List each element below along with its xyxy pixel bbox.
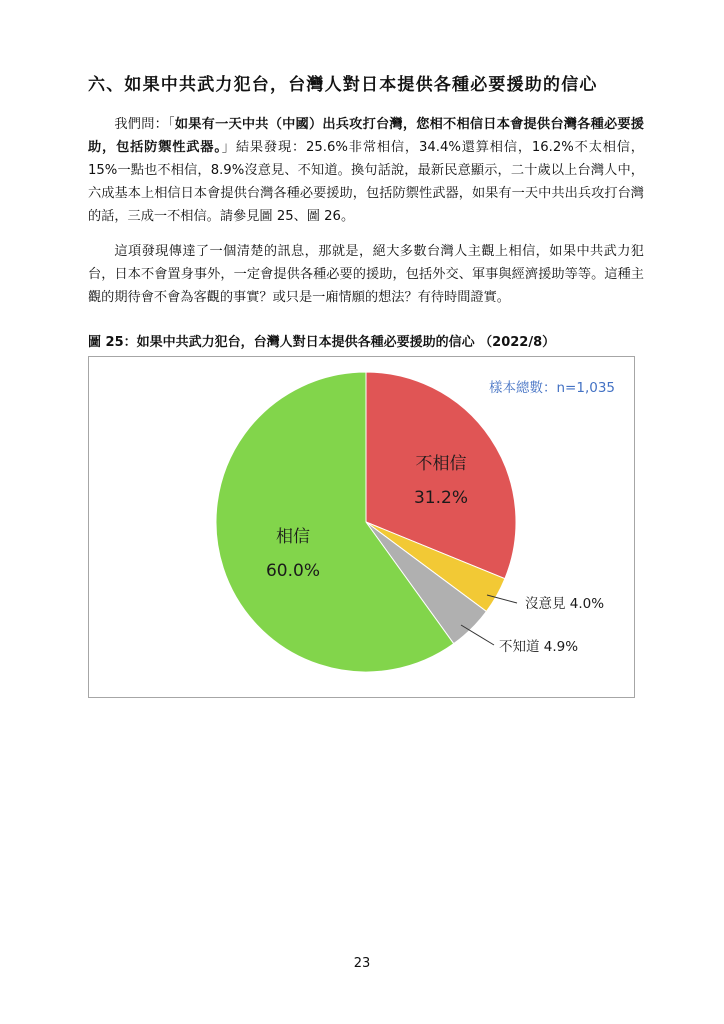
slice-label: 相信 — [276, 527, 310, 547]
pie-slices — [216, 372, 516, 672]
figure-caption: 圖 25：如果中共武力犯台，台灣人對日本提供各種必要援助的信心 （2022/8） — [88, 335, 556, 350]
section-heading: 六、如果中共武力犯台，台灣人對日本提供各種必要援助的信心 — [88, 75, 598, 95]
callout-label: 不知道 4.9% — [499, 639, 579, 655]
pie-chart — [89, 357, 636, 699]
slice-value-label: 31.2% — [413, 488, 469, 508]
paragraph-interpretation: 這項發現傳達了一個清楚的訊息，那就是，絕大多數台灣人主觀上相信，如果中共武力犯台，日本不會置身事外，一定會提供各種必要的援助，包括外交、軍事與經濟援助等等。這種主觀的期待會不會為客觀的事實？或只是一廂情願的想法？有待時間證實。 — [88, 244, 644, 305]
callout-leader-line — [461, 625, 494, 645]
page-number: 23 — [353, 956, 371, 971]
callout-label: 沒意見 4.0% — [525, 596, 605, 612]
paragraph-prefix: 我們問：「 — [114, 117, 175, 132]
survey-results-text: 」結果發現：25.6%非常相信，34.4%還算相信，16.2%不太相信，15%一點也不相信，8.9%沒意見、不知道。換句話說，最新民意顯示，二十歲以上台灣人中，六成基本上相信日本會提供台灣各種必要援助，包括防禦性武器，如果有一天中共出兵攻打台灣的話，三成一不相信。請參見圖 25、圖 26。 — [88, 140, 644, 224]
slice-value-label: 60.0% — [265, 561, 321, 581]
slice-label: 不相信 — [415, 454, 467, 474]
paragraph-survey-question — [88, 113, 644, 228]
sample-size-note: 樣本總數：n=1,035 — [488, 380, 615, 396]
survey-question-text: 如果有一天中共（中國）出兵攻打台灣，您相不相信日本會提供台灣各種必要援助，包括防禦性武器。 — [88, 117, 644, 155]
pie-chart-frame — [88, 356, 635, 698]
